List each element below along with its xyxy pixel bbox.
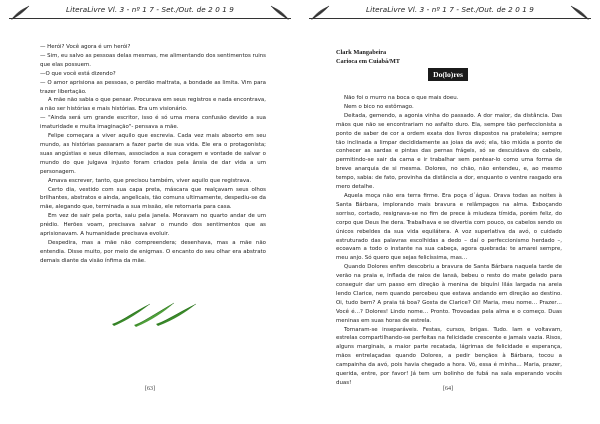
paragraph: Certo dia, vestido com sua capa preta, máscara que realçavam seus olhos brilhantes, abstratos e ainda, angelicais, tão comuns ultimamente, despediu-se da mãe, alegando que, terminada a sua missão, ele retornaria para casa. (40, 186, 266, 211)
paragraph: — O amor aprisiona as pessoas, o perdão maltrata, a bondade as limita. Vim para trazer libertação. (40, 79, 266, 95)
paragraph: Quando Dolores enfim descobriu a bravura de Santa Bárbara naquela tarde de verão na praia e, inflada de raios de Iansã, bebeu o resto do mate gelado para conseguir dar um passo em direção à menina de biquíni lilás largada na areia lendo Clarice, nem quando percebeu que estava andando em direção ao destino. Oi, tudo bem? A praia tá boa? Gosta de Clarice? Oi! Maria, meu nome… Prazer… Você é…? Dolores! Lindo nome… Pronto. Trovoadas pela alma e o começo. Duas meninas em suas horas de estrela. (336, 264, 562, 324)
page-number: [63] (145, 386, 155, 392)
right-body-text (336, 94, 562, 388)
page-header (9, 4, 291, 22)
paragraph: — Sim, eu salvo as pessoas delas mesmas, me alimentando dos sentimentos ruins que elas possuem. (40, 52, 266, 68)
page-number: [64] (443, 386, 453, 392)
story-title: Do(lo)res (428, 68, 468, 81)
quill-pen-icon (569, 4, 591, 22)
paragraph: Em vez de sair pela porta, saiu pela janela. Moravam no quarto andar de um prédio. Herões voam, precisava salvar o mundo dos sentimentos que as aprisionavam. A humanidade precisava evoluir. (40, 213, 266, 238)
header-rule (9, 18, 291, 19)
right-page (300, 0, 600, 424)
paragraph: Tornaram-se inseparáveis. Festas, cursos, brigas. Tudo. Iam e voltavam, estrelas compartilhando-se perfeitas na felicidade crescente e jamais vazia. Risos, alguns marginais, a maior parte recatada, lágrimas de felicidade e esperança, mãos entrelaçadas quando Dolores, a pedir bençãos à Bárbara, tocou a campainha da avó, pois havia chegado a hora. Vó, essa é minha… Maria, prazer, querida, entre, por favor! Já tem um bolinho de fubá na sala esperando vocês duas! (336, 326, 562, 386)
paragraph: A mãe não sabia o que pensar. Procurava em seus registros e nada encontrava, a não ser histórias e mais histórias. Era um visionário. (40, 97, 266, 113)
header-title: LiteraLivre Vl. 3 - nº 1 7 - Set./Out. de 2 0 1 9 (366, 5, 534, 14)
paragraph: — "Ainda será um grande escritor, isso é só uma mera confusão devido a sua imaturidade e muita imaginação"- pensava a mãe. (40, 115, 266, 131)
author-block (336, 48, 400, 66)
paragraph: Aquela moça não era terra firme. Era poça d´água. Orava todas as noites à Santa Bárbara, implorando mais bravura e relâmpagos na alma. Esboçando sorriso, cortado, resignava-se no fim de prece à miudeza tímida, porém feliz, do corpo que Deus lhe dera. Trabalhava e se divertia com pouco, os cabelos sendo os únicos rebeldes da sua vida equilátera. A voz superlativa da avó, o cuidado estruturado das palavras escolhidas a dedo – daí o perfeccionismo herdado –, ecoavam a todo o instante na sua cabeça, agora quebrada: te amarei sempre, meu anjo. Só quero que sejas felicíssima, mas… (336, 192, 562, 262)
paragraph: — Herói? Você agora é um herói? (40, 44, 131, 50)
paragraph: Amava escrever, tanto, que precisou também, viver aquilo que registrava. (48, 177, 252, 184)
paragraph: Deitada, gemendo, a agonia vinha do passado. A dor maior, da distância. Das mãos que não se encontrariam no asfalto duro. Ela, sempre tão perfeccionista a ponto de saber de cor a ordem exata dos livros dispostos na prateleira; sempre tão inclinada a limpar decididamente as joias da avó; ela, tão miúda a ponto de conhecer as sardas e pintas das pernas frágeis, só se descuidava do cabelo, permitindo-se sair da cama e ir trabalhar sem pentear-lo como uma forma de breve anarquia de si mesma. Dolores, no chão, não entendeu, e, ao mesmo tempo, sabia: de fato, provinha da distância a dor, enquanto o ventre rasgado era mero detalhe. (336, 112, 562, 191)
quill-pen-icon (269, 4, 291, 22)
paragraph: —O que você está dizendo? (40, 70, 116, 77)
green-leaves-icon (104, 300, 204, 328)
paragraph: Não foi o murro na boca o que mais doeu. (344, 95, 459, 101)
paragraph: Felipe começara a viver aquilo que escrevia. Cada vez mais absorto em seu mundo, as histórias passaram a fazer parte de sua vida. Ele era o protagonista; suas angústias e seus dilemas, associados a sua coragem e vontade de salvar o mundo do que julgava injusto foram criados pela ânsia de dar vida a um personagem. (40, 133, 266, 175)
paragraph: Despedira, mas a mãe não compreendera; desenhava, mas a mãe não entendia. Disse muito, por meio de enigmas. O encanto do seu olhar era abstrato demais diante da visão ínfima da mãe. (40, 239, 266, 264)
header-rule (309, 18, 591, 19)
left-body-text (40, 43, 266, 266)
author-name: Clark Mangabeira (336, 49, 387, 56)
author-location: Carioca em Cuiabá/MT (336, 58, 401, 65)
header-title: LiteraLivre Vl. 3 - nº 1 7 - Set./Out. de 2 0 1 9 (66, 5, 234, 14)
paragraph: Nem o bico no estômago. (344, 103, 414, 110)
page-header (309, 4, 591, 22)
